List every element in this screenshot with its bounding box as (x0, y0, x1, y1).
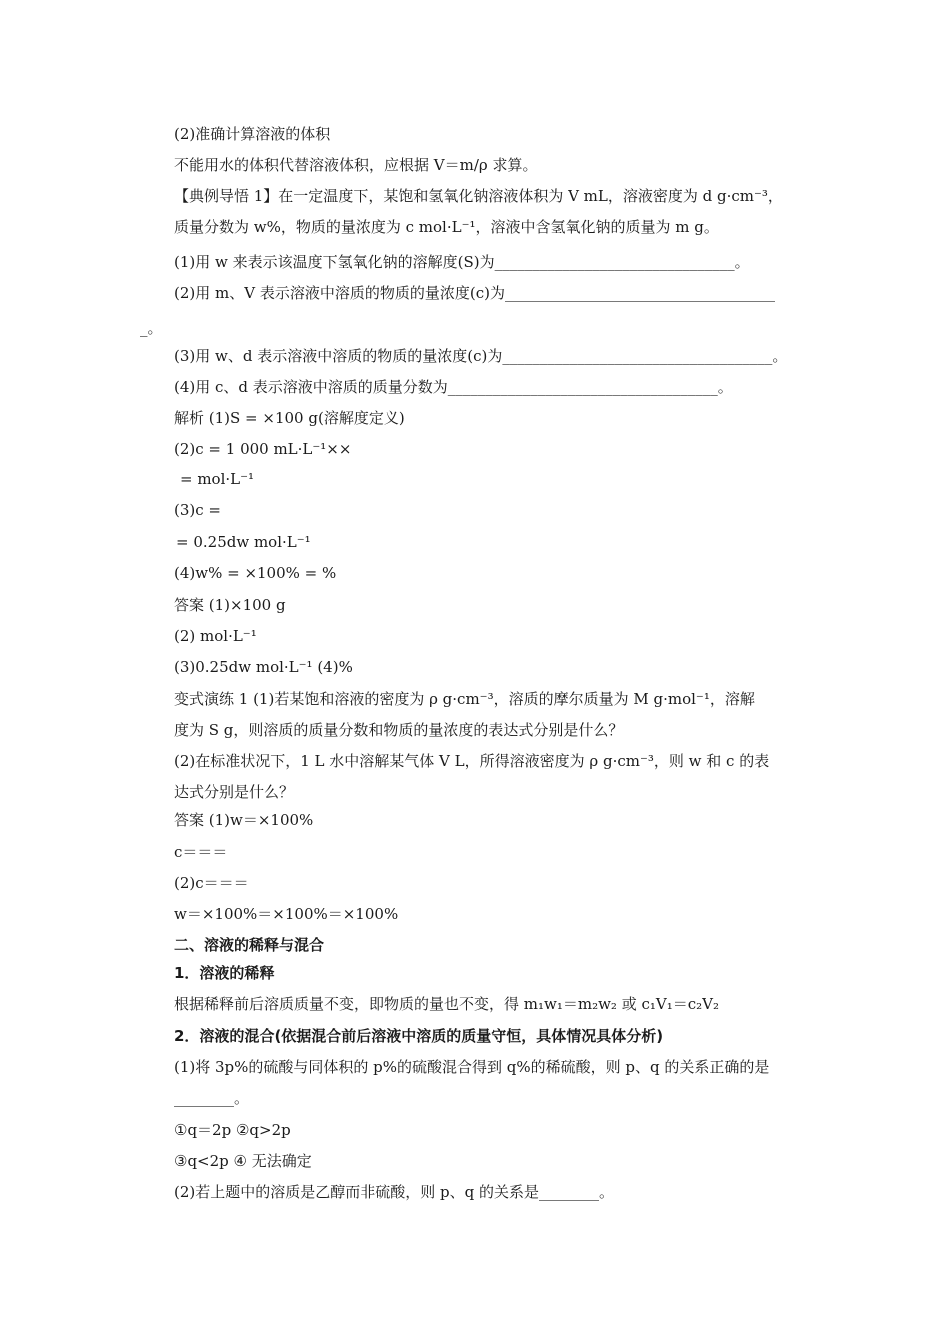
text-line: (3)0.25dw mol·L⁻¹ (4)% (174, 658, 353, 676)
question-line: (1)用 w 来表示该温度下氢氧化钠的溶解度(S)为________________________________。 (174, 253, 750, 271)
text-line: = mol·L⁻¹ (180, 470, 255, 488)
text-line: (2) mol·L⁻¹ (174, 627, 257, 645)
text-line: = 0.25dw mol·L⁻¹ (176, 533, 311, 551)
section-heading: 二、溶液的稀释与混合 (174, 936, 325, 954)
text-line: (4)w% = ×100% = % (174, 564, 337, 582)
text-line: (2)准确计算溶液的体积 (174, 125, 331, 143)
question-line: (4)用 c、d 表示溶液中溶质的质量分数为____________________________________。 (174, 378, 733, 396)
text-line: ________。 (174, 1089, 250, 1107)
question-line: (1)将 3p%的硫酸与同体积的 p%的硫酸混合得到 q%的稀硫酸，则 p、q 的关系正确的是 (174, 1058, 770, 1076)
analysis-line: 解析 (1)S = ×100 g(溶解度定义) (174, 409, 405, 427)
text-line: 质量分数为 w%，物质的量浓度为 c mol·L⁻¹，溶液中含氢氧化钠的质量为 m g。 (174, 218, 719, 236)
option-line: ①q＝2p ②q>2p (174, 1121, 291, 1139)
question-line: (3)用 w、d 表示溶液中溶质的物质的量浓度(c)为____________________________________。 (174, 347, 788, 365)
answer-line: 答案 (1)×100 g (174, 596, 286, 614)
option-line: ③q<2p ④ 无法确定 (174, 1152, 312, 1170)
text-line: c＝＝＝ (174, 843, 228, 861)
question-line: (2)用 m、V 表示溶液中溶质的物质的量浓度(c)为____________________________________ (174, 284, 775, 302)
question-line: (2)若上题中的溶质是乙醇而非硫酸，则 p、q 的关系是________。 (174, 1183, 614, 1201)
exercise-heading-line: 变式演练 1 (1)若某饱和溶液的密度为 ρ g·cm⁻³，溶质的摩尔质量为 M g·mol⁻¹，溶解 (174, 690, 755, 708)
text-line: (2)c = 1 000 mL·L⁻¹×× (174, 440, 352, 458)
text-line: (2)在标准状况下，1 L 水中溶解某气体 V L，所得溶液密度为 ρ g·cm⁻³，则 w 和 c 的表 (174, 752, 770, 770)
text-line: (3)c = (174, 501, 221, 519)
answer-line: 答案 (1)w＝×100% (174, 811, 314, 829)
subsection-heading: 1．溶液的稀释 (174, 964, 275, 982)
text-line: 不能用水的体积代替溶液体积，应根据 V＝m/ρ 求算。 (174, 156, 538, 174)
text-line: 达式分别是什么？ (174, 783, 295, 801)
subsection-heading: 2．溶液的混合(依据混合前后溶液中溶质的质量守恒，具体情况具体分析) (174, 1027, 664, 1045)
text-line: 度为 S g，则溶质的质量分数和物质的量浓度的表达式分别是什么？ (174, 721, 624, 739)
example-heading-line: 【典例导悟 1】在一定温度下，某饱和氢氧化钠溶液体积为 V mL，溶液密度为 d g·cm⁻³， (174, 187, 783, 205)
text-line: 根据稀释前后溶质质量不变，即物质的量也不变，得 m₁w₁＝m₂w₂ 或 c₁V₁＝c₂V₂ (174, 995, 720, 1013)
text-line: _。 (140, 319, 163, 337)
text-line: w＝×100%＝×100%＝×100% (174, 905, 399, 923)
text-line: (2)c＝＝＝ (174, 874, 249, 892)
